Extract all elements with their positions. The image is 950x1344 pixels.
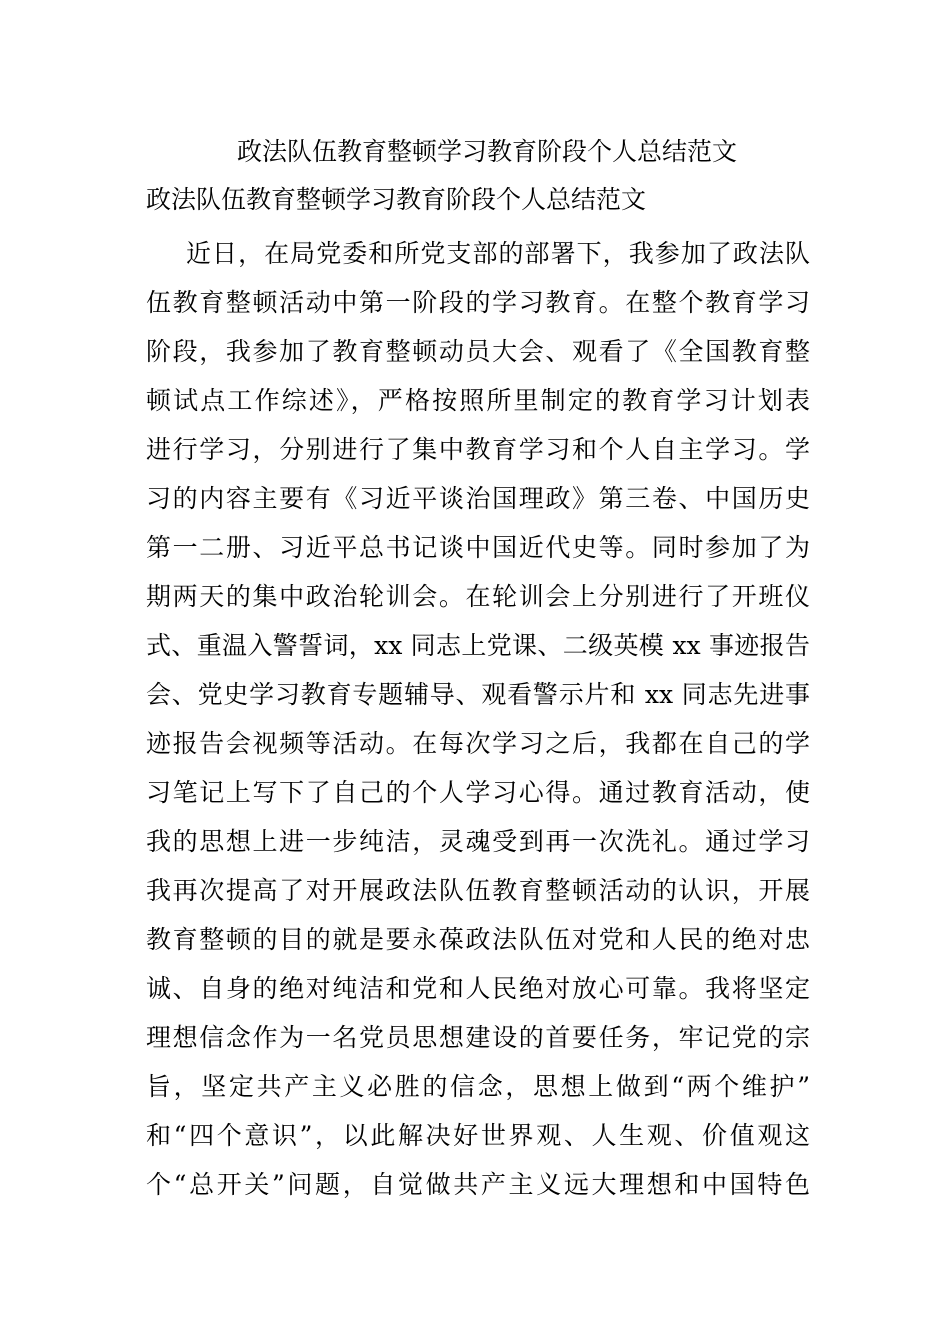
- body-line: 迹报告会视频等活动。在每次学习之后，我都在自己的学: [146, 729, 810, 758]
- document-title: 政法队伍教育整顿学习教育阶段个人总结范文: [236, 137, 737, 166]
- body-line: 我再次提高了对开展政法队伍教育整顿活动的认识，开展: [146, 876, 810, 905]
- body-line: 理想信念作为一名党员思想建设的首要任务，牢记党的宗: [146, 1023, 810, 1052]
- body-line: 式、重温入警誓词，xx 同志上党课、二级英模 xx 事迹报告: [146, 631, 810, 660]
- body-line: 个“总开关”问题，自觉做共产主义远大理想和中国特色: [146, 1170, 810, 1199]
- body-line: 我的思想上进一步纯洁，灵魂受到再一次洗礼。通过学习: [146, 827, 810, 856]
- body-line: 教育整顿的目的就是要永葆政法队伍对党和人民的绝对忠: [146, 925, 810, 954]
- body-line: 和“四个意识”，以此解决好世界观、人生观、价值观这: [146, 1121, 810, 1150]
- body-line: 伍教育整顿活动中第一阶段的学习教育。在整个教育学习: [146, 288, 810, 317]
- body-line: 阶段，我参加了教育整顿动员大会、观看了《全国教育整: [146, 337, 810, 366]
- body-line: 第一二册、习近平总书记谈中国近代史等。同时参加了为: [146, 533, 810, 562]
- body-line: 期两天的集中政治轮训会。在轮训会上分别进行了开班仪: [146, 582, 810, 611]
- body-line: 习的内容主要有《习近平谈治国理政》第三卷、中国历史: [146, 484, 810, 513]
- body-line: 进行学习，分别进行了集中教育学习和个人自主学习。学: [146, 435, 810, 464]
- body-line: 顿试点工作综述》，严格按照所里制定的教育学习计划表: [146, 386, 810, 415]
- document-subtitle: 政法队伍教育整顿学习教育阶段个人总结范文: [146, 185, 647, 214]
- body-line: 诚、自身的绝对纯洁和党和人民绝对放心可靠。我将坚定: [146, 974, 810, 1003]
- body-line: 会、党史学习教育专题辅导、观看警示片和 xx 同志先进事: [146, 680, 810, 709]
- body-line: 旨，坚定共产主义必胜的信念，思想上做到“两个维护”: [146, 1072, 810, 1101]
- body-paragraph: [146, 229, 810, 1209]
- body-line: 习笔记上写下了自己的个人学习心得。通过教育活动，使: [146, 778, 810, 807]
- body-line: 近日，在局党委和所党支部的部署下，我参加了政法队: [186, 239, 810, 268]
